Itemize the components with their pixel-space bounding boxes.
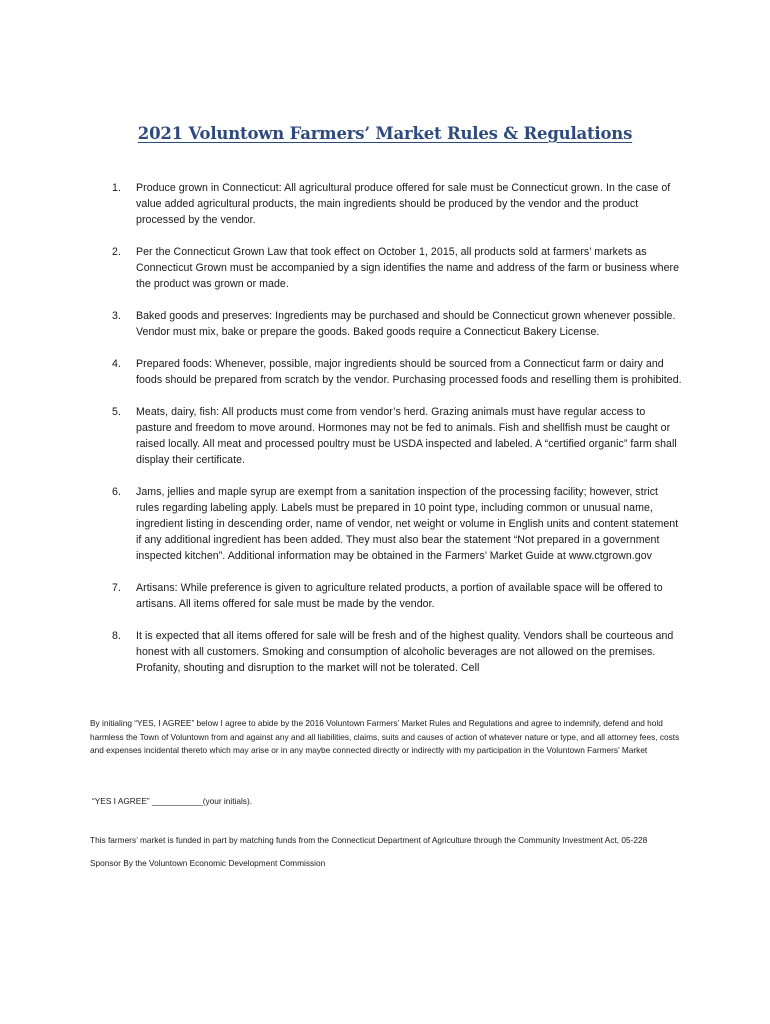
rule-item-7 bbox=[112, 580, 682, 612]
initials-line: “YES I AGREE” ___________(your initials). bbox=[92, 796, 253, 806]
rule-item-3 bbox=[112, 308, 682, 340]
sponsor-note: Sponsor By the Voluntown Economic Development Commission bbox=[90, 858, 326, 868]
rule-item-5 bbox=[112, 404, 682, 468]
rule-item-2 bbox=[112, 244, 682, 292]
rule-number: 6. bbox=[112, 486, 121, 498]
rule-text: Meats, dairy, fish: All products must come from vendor’s herd. Grazing animals must have regular access to pasture and freedom to move around. Hormones may not be fed to animals. Fish and shellfish must be caught or raised locally. All meat and processed poultry must be USDA inspected and labeled. A “certified organic” farm shall display their certificate. bbox=[136, 406, 677, 466]
rule-item-8 bbox=[112, 628, 682, 676]
rule-item-1 bbox=[112, 180, 682, 228]
rule-text: Produce grown in Connecticut: All agricultural produce offered for sale must be Connecticut grown. In the case of value added agricultural products, the main ingredients should be produced by the vendor and the product processed by the vendor. bbox=[136, 182, 671, 226]
rule-item-4 bbox=[112, 356, 682, 388]
rule-number: 3. bbox=[112, 310, 121, 322]
rule-text: Baked goods and preserves: Ingredients may be purchased and should be Connecticut grown whenever possible. Vendor must mix, bake or prepare the goods. Baked goods require a Connecticut Bakery License. bbox=[136, 310, 676, 338]
rule-number: 4. bbox=[112, 358, 121, 370]
rule-text: Jams, jellies and maple syrup are exempt from a sanitation inspection of the processing facility; however, strict rules regarding labeling apply. Labels must be prepared in 10 point type, including common or unusual name, ingredient listing in descending order, name of vendor, net weight or volume in English units and content statement if any additional ingredient has been added. They must also bear the statement “Not prepared in a government inspected kitchen”. Additional information may be obtained in the Farmers’ Market Guide at www.ctgrown.gov bbox=[136, 486, 679, 562]
agreement-paragraph: By initialing “YES, I AGREE” below I agree to abide by the 2016 Voluntown Farmers’ Market Rules and Regulations and agree to indemnify, defend and hold harmless the Town of Voluntown from and against any and all liabilities, claims, suits and causes of action of whatever nature or type, and all attorney fees, costs and expenses incidental thereto which may arise or in any maybe connected directly or indirectly with my participation in the Voluntown Farmers’ Market bbox=[90, 718, 680, 755]
rule-number: 1. bbox=[112, 182, 121, 194]
rule-text: Artisans: While preference is given to agriculture related products, a portion of available space will be offered to artisans. All items offered for sale must be made by the vendor. bbox=[136, 582, 663, 610]
rule-text: Prepared foods: Whenever, possible, major ingredients should be sourced from a Connecticut farm or dairy and foods should be prepared from scratch by the vendor. Purchasing processed foods and reselling them is prohibited. bbox=[136, 358, 682, 386]
rule-number: 5. bbox=[112, 406, 121, 418]
rule-item-6 bbox=[112, 484, 682, 564]
rule-text: Per the Connecticut Grown Law that took effect on October 1, 2015, all products sold at farmers’ markets as Connecticut Grown must be accompanied by a sign identifies the name and address of the farm or business where the product was grown or made. bbox=[136, 246, 680, 290]
document-title: 2021 Voluntown Farmers’ Market Rules & Regulations bbox=[137, 124, 633, 143]
rules-list bbox=[112, 180, 682, 676]
rule-number: 8. bbox=[112, 630, 121, 642]
rule-number: 2. bbox=[112, 246, 121, 258]
rule-text: It is expected that all items offered for sale will be fresh and of the highest quality. Vendors shall be courteous and honest with all customers. Smoking and consumption of alcoholic beverages are not allowed on the premises. Profanity, shouting and disruption to the market will not be tolerated. Cell bbox=[136, 630, 674, 674]
rule-number: 7. bbox=[112, 582, 121, 594]
funding-note: This farmers’ market is funded in part by matching funds from the Connecticut Department of Agriculture through the Community Investment Act, 05-228 bbox=[90, 835, 648, 845]
